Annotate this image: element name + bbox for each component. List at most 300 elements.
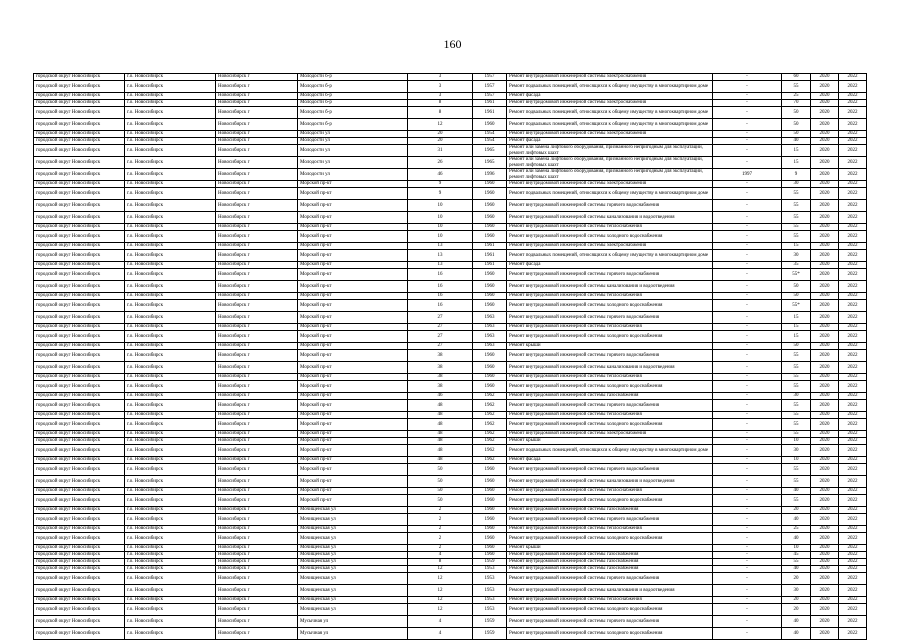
house-number-cell: 3 [408,81,473,93]
city-cell: Новосибирск г [216,81,298,93]
value-cell: 50 [782,281,811,293]
build-year-cell: 1960 [473,269,507,281]
municipality-cell: городской округ Новосибирск [34,131,125,138]
value-cell: 40 [782,533,811,545]
extra-year-cell: - [713,343,782,350]
extra-year-cell: - [713,74,782,81]
work-type-cell: Ремонт внутридомовой инженерной системы горячего водоснабжения [507,312,713,324]
build-year-cell: 1961 [473,262,507,269]
street-cell: Морской пр-кт [298,476,408,488]
extra-year-cell: - [713,281,782,293]
street-cell: Морской пр-кт [298,488,408,495]
build-year-cell: 1962 [473,445,507,457]
city-cell: Новосибирск г [216,107,298,119]
work-type-cell: Ремонт внутридомовой инженерной системы горячего водоснабжения [507,616,713,628]
end-year-cell: 2022 [839,381,867,393]
work-type-cell: Ремонт внутридомовой инженерной системы канализования и водоотведения [507,362,713,374]
table-row [34,559,867,566]
city-cell: Новосибирск г [216,169,298,181]
work-type-cell: Ремонт подвальных помещений, относящихся к общему имуществу в многоквартирном доме [507,81,713,93]
end-year-cell: 2022 [839,559,867,566]
start-year-cell: 2020 [811,545,839,552]
build-year-cell: 1960 [473,224,507,231]
house-number-cell: 48 [408,431,473,438]
work-type-cell: Ремонт внутридомовой инженерной системы теплоснабжения [507,412,713,419]
district-cell: г.о. Новосибирск [125,300,216,312]
street-cell: Морской пр-кт [298,495,408,507]
street-cell: Морской пр-кт [298,457,408,464]
start-year-cell: 2020 [811,157,839,169]
city-cell: Новосибирск г [216,381,298,393]
municipality-cell: городской округ Новосибирск [34,573,125,585]
city-cell: Новосибирск г [216,566,298,573]
build-year-cell: 1953 [473,604,507,616]
municipality-cell: городской округ Новосибирск [34,93,125,100]
build-year-cell: 1960 [473,181,507,188]
street-cell: Мусычная ул [298,628,408,640]
city-cell: Новосибирск г [216,604,298,616]
city-cell: Новосибирск г [216,138,298,145]
street-cell: Морской пр-кт [298,281,408,293]
start-year-cell: 2020 [811,81,839,93]
district-cell: г.о. Новосибирск [125,616,216,628]
value-cell: 50 [782,343,811,350]
street-cell: Морской пр-кт [298,331,408,343]
value-cell: 40 [782,488,811,495]
street-cell: Молодости ул [298,157,408,169]
value-cell: 50 [782,293,811,300]
street-cell: Морской пр-кт [298,243,408,250]
street-cell: Молодости ул [298,169,408,181]
end-year-cell: 2022 [839,350,867,362]
end-year-cell: 2022 [839,573,867,585]
end-year-cell: 2022 [839,74,867,81]
table-row [34,573,867,585]
district-cell: г.о. Новосибирск [125,585,216,597]
municipality-cell: городской округ Новосибирск [34,157,125,169]
house-number-cell: 27 [408,343,473,350]
table-row [34,131,867,138]
build-year-cell: 1960 [473,281,507,293]
end-year-cell: 2022 [839,93,867,100]
start-year-cell: 2020 [811,331,839,343]
extra-year-cell: - [713,597,782,604]
municipality-cell: городской округ Новосибирск [34,300,125,312]
table-row [34,169,867,181]
house-number-cell: 4 [408,552,473,559]
end-year-cell: 2022 [839,438,867,445]
work-type-cell: Ремонт внутридомовой инженерной системы электроснабжения [507,243,713,250]
house-number-cell: 27 [408,312,473,324]
house-number-cell: 27 [408,331,473,343]
extra-year-cell: - [713,495,782,507]
district-cell: г.о. Новосибирск [125,445,216,457]
table-row [34,350,867,362]
end-year-cell: 2022 [839,269,867,281]
street-cell: Морской пр-кт [298,300,408,312]
extra-year-cell: - [713,331,782,343]
extra-year-cell: - [713,476,782,488]
municipality-cell: городской округ Новосибирск [34,262,125,269]
extra-year-cell: - [713,250,782,262]
end-year-cell: 2022 [839,81,867,93]
street-cell: Мочищенская ул [298,573,408,585]
district-cell: г.о. Новосибирск [125,157,216,169]
work-type-cell: Ремонт внутридомовой инженерной системы канализования и водоотведения [507,585,713,597]
city-cell: Новосибирск г [216,262,298,269]
end-year-cell: 2022 [839,585,867,597]
end-year-cell: 2022 [839,628,867,640]
district-cell: г.о. Новосибирск [125,212,216,224]
end-year-cell: 2022 [839,374,867,381]
end-year-cell: 2022 [839,157,867,169]
build-year-cell: 1961 [473,100,507,107]
city-cell: Новосибирск г [216,488,298,495]
value-cell: 45 [782,552,811,559]
end-year-cell: 2022 [839,552,867,559]
city-cell: Новосибирск г [216,331,298,343]
city-cell: Новосибирск г [216,419,298,431]
table-row [34,597,867,604]
work-type-cell: Ремонт внутридомовой инженерной системы горячего водоснабжения [507,269,713,281]
build-year-cell: 1996 [473,169,507,181]
city-cell: Новосибирск г [216,281,298,293]
street-cell: Мочищенская ул [298,526,408,533]
table-row [34,445,867,457]
end-year-cell: 2022 [839,181,867,188]
build-year-cell: 1960 [473,293,507,300]
start-year-cell: 2020 [811,476,839,488]
city-cell: Новосибирск г [216,597,298,604]
work-type-cell: Ремонт внутридомовой инженерной системы горячего водоснабжения [507,514,713,526]
end-year-cell: 2022 [839,604,867,616]
end-year-cell: 2022 [839,200,867,212]
extra-year-cell: - [713,400,782,412]
value-cell: 40 [782,616,811,628]
build-year-cell: 1962 [473,393,507,400]
end-year-cell: 2022 [839,412,867,419]
build-year-cell: 1953 [473,597,507,604]
end-year-cell: 2022 [839,343,867,350]
municipality-cell: городской округ Новосибирск [34,181,125,188]
street-cell: Морской пр-кт [298,343,408,350]
table-row [34,514,867,526]
municipality-cell: городской округ Новосибирск [34,381,125,393]
build-year-cell: 1957 [473,81,507,93]
street-cell: Морской пр-кт [298,231,408,243]
table-row [34,419,867,431]
work-type-cell: Ремонт внутридомовой инженерной системы холодного водоснабжения [507,381,713,393]
municipality-cell: городской округ Новосибирск [34,119,125,131]
municipality-cell: городской округ Новосибирск [34,212,125,224]
build-year-cell: 1961 [473,250,507,262]
start-year-cell: 2020 [811,181,839,188]
end-year-cell: 2022 [839,100,867,107]
work-type-cell: Ремонт крыши [507,545,713,552]
city-cell: Новосибирск г [216,552,298,559]
value-cell: 30 [782,445,811,457]
value-cell: 55 [782,419,811,431]
table-row [34,400,867,412]
district-cell: г.о. Новосибирск [125,350,216,362]
work-type-cell: Ремонт внутридомовой инженерной системы теплоснабжения [507,488,713,495]
municipality-cell: городской округ Новосибирск [34,412,125,419]
municipality-cell: городской округ Новосибирск [34,585,125,597]
value-cell: 15 [782,145,811,157]
start-year-cell: 2020 [811,514,839,526]
house-number-cell: 38 [408,381,473,393]
city-cell: Новосибирск г [216,250,298,262]
street-cell: Мочищенская ул [298,545,408,552]
build-year-cell: 1961 [473,107,507,119]
work-type-cell: Ремонт внутридомовой инженерной системы холодного водоснабжения [507,604,713,616]
table-row [34,374,867,381]
district-cell: г.о. Новосибирск [125,224,216,231]
build-year-cell: 1960 [473,374,507,381]
extra-year-cell: - [713,533,782,545]
extra-year-cell: - [713,552,782,559]
build-year-cell: 1953 [473,573,507,585]
page-number: 160 [443,37,462,51]
extra-year-cell: - [713,464,782,476]
work-type-cell: Ремонт внутридомовой инженерной системы канализования и водоотведения [507,281,713,293]
extra-year-cell: - [713,445,782,457]
extra-year-cell: - [713,573,782,585]
work-type-cell: Ремонт внутридомовой инженерной системы холодного водоснабжения [507,495,713,507]
municipality-cell: городской округ Новосибирск [34,559,125,566]
work-type-cell: Ремонт внутридомовой инженерной системы горячего водоснабжения [507,400,713,412]
extra-year-cell: - [713,269,782,281]
district-cell: г.о. Новосибирск [125,331,216,343]
street-cell: Морской пр-кт [298,431,408,438]
extra-year-cell: - [713,231,782,243]
work-type-cell: Ремонт внутридомовой инженерной системы холодного водоснабжения [507,300,713,312]
house-number-cell: 48 [408,445,473,457]
extra-year-cell: - [713,526,782,533]
start-year-cell: 2020 [811,93,839,100]
street-cell: Морской пр-кт [298,464,408,476]
build-year-cell: 1960 [473,362,507,374]
extra-year-cell: - [713,514,782,526]
value-cell: 55 [782,431,811,438]
value-cell: 55 [782,224,811,231]
city-cell: Новосибирск г [216,438,298,445]
value-cell: 20 [782,597,811,604]
build-year-cell: 1963 [473,331,507,343]
work-type-cell: Ремонт крыши [507,343,713,350]
municipality-cell: городской округ Новосибирск [34,457,125,464]
extra-year-cell: - [713,488,782,495]
start-year-cell: 2020 [811,281,839,293]
city-cell: Новосибирск г [216,224,298,231]
value-cell: 55 [782,200,811,212]
municipality-cell: городской округ Новосибирск [34,231,125,243]
work-type-cell: Ремонт внутридомовой инженерной системы канализования и водоотведения [507,476,713,488]
work-type-cell: Ремонт внутридомовой инженерной системы горячего водоснабжения [507,464,713,476]
work-type-cell: Ремонт фасада [507,138,713,145]
table-row [34,545,867,552]
house-number-cell: 2 [408,533,473,545]
build-year-cell: 1953 [473,585,507,597]
house-number-cell: 3 [408,74,473,81]
end-year-cell: 2022 [839,107,867,119]
build-year-cell: 1960 [473,488,507,495]
municipality-cell: городской округ Новосибирск [34,169,125,181]
build-year-cell: 1962 [473,400,507,412]
district-cell: г.о. Новосибирск [125,526,216,533]
table-row [34,145,867,157]
extra-year-cell: - [713,243,782,250]
start-year-cell: 2020 [811,431,839,438]
start-year-cell: 2020 [811,343,839,350]
work-type-cell: Ремонт внутридомовой инженерной системы теплоснабжения [507,597,713,604]
table-row [34,362,867,374]
value-cell: 30 [782,585,811,597]
work-type-cell: Ремонт внутридомовой инженерной системы газоснабжения [507,393,713,400]
build-year-cell: 1965 [473,145,507,157]
district-cell: г.о. Новосибирск [125,269,216,281]
municipality-cell: городской округ Новосибирск [34,533,125,545]
district-cell: г.о. Новосибирск [125,262,216,269]
start-year-cell: 2020 [811,212,839,224]
house-number-cell: 9 [408,188,473,200]
work-type-cell: Ремонт внутридомовой инженерной системы газоснабжения [507,507,713,514]
extra-year-cell: - [713,374,782,381]
house-number-cell: 12 [408,573,473,585]
build-year-cell: 1960 [473,552,507,559]
district-cell: г.о. Новосибирск [125,393,216,400]
city-cell: Новосибирск г [216,628,298,640]
street-cell: Молодости б-р [298,119,408,131]
build-year-cell: 1960 [473,300,507,312]
table-row [34,188,867,200]
house-number-cell: 12 [408,597,473,604]
municipality-cell: городской округ Новосибирск [34,438,125,445]
city-cell: Новосибирск г [216,400,298,412]
value-cell: 60 [782,74,811,81]
extra-year-cell: - [713,188,782,200]
extra-year-cell: - [713,350,782,362]
end-year-cell: 2022 [839,331,867,343]
start-year-cell: 2020 [811,262,839,269]
table-row [34,119,867,131]
municipality-cell: городской округ Новосибирск [34,200,125,212]
district-cell: г.о. Новосибирск [125,381,216,393]
extra-year-cell: - [713,293,782,300]
district-cell: г.о. Новосибирск [125,119,216,131]
city-cell: Новосибирск г [216,312,298,324]
house-number-cell: 20 [408,131,473,138]
build-year-cell: 1960 [473,212,507,224]
build-year-cell: 1960 [473,495,507,507]
value-cell: 55 [782,400,811,412]
district-cell: г.о. Новосибирск [125,507,216,514]
street-cell: Морской пр-кт [298,262,408,269]
build-year-cell: 1960 [473,350,507,362]
extra-year-cell: - [713,145,782,157]
street-cell: Морской пр-кт [298,188,408,200]
city-cell: Новосибирск г [216,157,298,169]
value-cell: 20 [782,604,811,616]
district-cell: г.о. Новосибирск [125,231,216,243]
table-row [34,526,867,533]
municipality-cell: городской округ Новосибирск [34,431,125,438]
table-row [34,212,867,224]
house-number-cell: 13 [408,262,473,269]
extra-year-cell: - [713,200,782,212]
municipality-cell: городской округ Новосибирск [34,545,125,552]
value-cell: 25 [782,526,811,533]
build-year-cell: 1960 [473,514,507,526]
work-type-cell: Ремонт подвальных помещений, относящихся к общему имуществу в многоквартирном доме [507,119,713,131]
municipality-cell: городской округ Новосибирск [34,566,125,573]
district-cell: г.о. Новосибирск [125,200,216,212]
house-number-cell: 3 [408,93,473,100]
district-cell: г.о. Новосибирск [125,281,216,293]
value-cell: 9 [782,169,811,181]
build-year-cell: 1953 [473,566,507,573]
end-year-cell: 2022 [839,545,867,552]
district-cell: г.о. Новосибирск [125,145,216,157]
extra-year-cell: - [713,381,782,393]
municipality-cell: городской округ Новосибирск [34,312,125,324]
build-year-cell: 1960 [473,464,507,476]
table-row [34,312,867,324]
work-type-cell: Ремонт внутридомовой инженерной системы канализования и водоотведения [507,212,713,224]
street-cell: Мочищенская ул [298,533,408,545]
capital-repair-table [33,73,867,640]
start-year-cell: 2020 [811,145,839,157]
municipality-cell: городской округ Новосибирск [34,281,125,293]
end-year-cell: 2022 [839,300,867,312]
table-row [34,438,867,445]
street-cell: Морской пр-кт [298,181,408,188]
district-cell: г.о. Новосибирск [125,566,216,573]
table-row [34,343,867,350]
municipality-cell: городской округ Новосибирск [34,145,125,157]
build-year-cell: 1960 [473,188,507,200]
city-cell: Новосибирск г [216,350,298,362]
city-cell: Новосибирск г [216,243,298,250]
extra-year-cell: - [713,81,782,93]
street-cell: Молодости б-р [298,100,408,107]
value-cell: 30 [782,250,811,262]
build-year-cell: 1963 [473,312,507,324]
city-cell: Новосибирск г [216,100,298,107]
house-number-cell: 50 [408,476,473,488]
end-year-cell: 2022 [839,362,867,374]
table-row [34,476,867,488]
municipality-cell: городской округ Новосибирск [34,628,125,640]
extra-year-cell: - [713,324,782,331]
municipality-cell: городской округ Новосибирск [34,597,125,604]
start-year-cell: 2020 [811,526,839,533]
work-type-cell: Ремонт внутридомовой инженерной системы холодного водоснабжения [507,231,713,243]
house-number-cell: 48 [408,419,473,431]
municipality-cell: городской округ Новосибирск [34,350,125,362]
table-row [34,281,867,293]
house-number-cell: 12 [408,566,473,573]
value-cell: 25 [782,93,811,100]
value-cell: 30 [782,393,811,400]
build-year-cell: 1965 [473,157,507,169]
district-cell: г.о. Новосибирск [125,457,216,464]
work-type-cell: Ремонт внутридомовой инженерной системы электроснабжения [507,181,713,188]
extra-year-cell: - [713,262,782,269]
value-cell: 40 [782,514,811,526]
city-cell: Новосибирск г [216,457,298,464]
house-number-cell: 12 [408,604,473,616]
